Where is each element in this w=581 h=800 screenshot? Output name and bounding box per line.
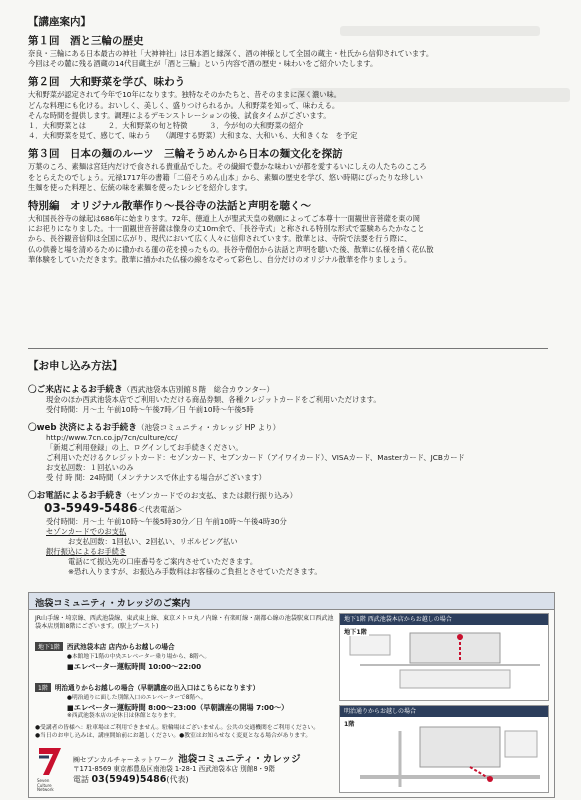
lecture-block — [28, 33, 558, 69]
lecture-line: どんな料理にも化ける。おいしく、美しく、盛りつけられるか。人和野菜を知って、味わえる。 — [28, 100, 340, 110]
lecture-line: 大和国長谷寺の縁起は686年に始まります。72年、徳道上人が聖武天皇の勅願によってご本尊十一面観世音菩薩を東の岡 — [28, 214, 420, 224]
floor-tag: 1階 — [35, 683, 51, 692]
access-info — [35, 615, 335, 740]
map-basement-header: 地下1階 西武池袋本店からお越しの場合 — [340, 614, 548, 625]
info-box-title: 池袋コミュニティ・カレッジのご案内 — [35, 598, 191, 609]
floor-line: ■エレベーター運転時間 10:00～22:00 — [67, 662, 202, 671]
map-ground-floor-header: 明治通りからお越しの場合 — [340, 706, 548, 717]
apply-section — [28, 358, 558, 588]
seven-culture-network-logo — [35, 745, 65, 792]
web-method — [28, 421, 558, 483]
lecture-body — [28, 162, 558, 193]
course-section — [28, 14, 558, 346]
info-note: ●受講者の皆様へ：駐車場はご利用できません。駐輪場はございません。公共の交通機関をご利用ください。 — [35, 725, 320, 731]
web-line: お支払回数：１回払いのみ — [46, 463, 134, 472]
phone-method — [28, 489, 558, 577]
brand-block — [35, 745, 335, 793]
floor-entry — [35, 675, 335, 721]
info-note: ●当日のお申し込みは、講座開始前にお越しください。●教室はお知らせなく変更となる場合があります。 — [35, 732, 312, 739]
lecture-line: １．大和野菜とは ２．大和野菜の旬と特徴 ３．今が旬の大和野菜の紹介 — [28, 121, 304, 131]
lecture-title: 第３回 日本の麺のルーツ 三輪そうめんから日本の麺文化を探訪 — [28, 148, 343, 161]
store-method — [28, 383, 558, 415]
lecture-line: 今回はその麓に残る酒蔵の14代目蔵主が「酒と三輪」という内容で酒の歴史・味わいをご紹介いたします。 — [28, 59, 378, 69]
course-section-header: 【講座案内】 — [28, 16, 91, 28]
map-ground-floor-tag: 1階 — [344, 721, 355, 728]
floor-line: ■エレベーター運転時間 8:00～23:00（早朝講座の開場 7:00～） — [67, 703, 289, 712]
info-notes — [35, 725, 335, 740]
store-line: 現金のほか西武池袋本店でご利用いただける商品券類、各種クレジットカードをご利用いただけます。 — [46, 395, 381, 404]
phone-number[interactable]: 03-5949-5486 — [44, 501, 138, 515]
floor-line: ●本館地下1階の中央エレベーター乗り場から、8階へ。 — [67, 654, 211, 660]
access-maps — [339, 613, 547, 793]
lecture-line: そんな時間を提供します。調理によるデモンストレーションの後、試食タイムがございます。 — [28, 110, 331, 120]
phone-hours: 受付時間：月～土 午前10時～午後5時30分／日 午前10時～午後4時30分 — [46, 517, 287, 526]
college-phone — [73, 774, 189, 785]
store-hours: 受付時間：月～土 午前10時～午後7時／日 午前10時～午後5時 — [46, 405, 254, 414]
floor-line: ※西武池袋本店の定休日は休館となります。 — [67, 713, 180, 719]
phone-suffix: (代表) — [166, 775, 189, 784]
apply-section-header: 【お申し込み方法】 — [28, 360, 123, 372]
web-line: ご利用いただけるクレジットカード：セゾンカード、セブンカード（アイワイカード）、VISAカード、Masterカード、JCBカード — [46, 453, 465, 462]
store-method-subtitle: （西武池袋本店別館８階 総合カウンター） — [122, 385, 275, 394]
bank-transfer-note: ※恐れ入りますが、お振込み手数料はお客様のご負担とさせていただきます。 — [68, 567, 322, 576]
lecture-title: 第２回 大和野菜を学び、味わう — [28, 76, 186, 89]
lecture-line: 仏の供養と場を清めるために撒かれる蓮の花を摸ったもの。長谷寺僧侶から法話と声明を聴いた後、散華に仏様を描く花仏散 — [28, 244, 434, 254]
lecture-line: 奈良・三輪にある日本最古の神社「大神神社」は日本酒と縁深く、酒の神様として全国の蔵主・杜氏から信仰されています。 — [28, 49, 434, 58]
college-address: 〒171-8569 東京都豊島区南池袋 1-28-1 西武池袋本店 別館8・9階 — [73, 765, 275, 773]
college-info-box — [28, 592, 555, 798]
lecture-line: にお祀りになりました。十一面観世音菩薩は像身の丈10m余で、「長谷寺式」と称される特別な形式で霊験あらたかなこと — [28, 224, 425, 234]
access-description: JR山手線・埼京線、西武池袋線、東武東上線、東京メトロ丸ノ内線・有楽町線・副都心線の池袋駅東口西武池袋本店別館8階にございます。(駅上ブースト) — [35, 615, 334, 630]
web-line: 「新規ご利用登録」の上、ログインしてお手続きください。 — [46, 443, 243, 452]
lecture-block — [28, 198, 558, 265]
info-box-header — [29, 593, 554, 610]
lecture-list — [28, 33, 558, 265]
store-method-title: 〇ご来店によるお手続き — [28, 385, 123, 395]
lecture-body — [28, 49, 558, 69]
lecture-line: 華体験をしていただきます。散華に描かれた仏様の線をなぞって彩色し、自分だけのオリジナル散華を作りましょう。 — [28, 254, 412, 264]
lecture-body — [28, 90, 558, 141]
web-url-link[interactable]: http://www.7cn.co.jp/7cn/culture/cc/ — [46, 433, 178, 442]
web-line: 受 付 時 間：24時間（メンテナンスで休止する場合がございます） — [46, 473, 266, 482]
logo-text: Seven Culture Network — [37, 778, 54, 792]
bank-transfer-heading: 銀行振込によるお手続き — [46, 547, 127, 556]
map-basement-tag: 地下1階 — [344, 629, 367, 636]
lecture-title: 特別編 オリジナル散華作り～長谷寺の法話と声明を聴く～ — [28, 200, 311, 213]
saison-card-heading: セゾンカードでのお支払 — [46, 527, 127, 536]
map-basement — [339, 613, 549, 701]
phone-method-title: 〇お電話によるお手続き — [28, 491, 123, 501]
lecture-line: 万葉のころ、素麺は宮廷内だけで食される貴重品でした。その繊細で豊かな味わいが都を愛するいにしえの人たちのこころ — [28, 162, 427, 172]
lecture-title: 第１回 酒と三輪の歴史 — [28, 35, 144, 47]
map-ground-floor — [339, 705, 549, 793]
map-ground-floor-drawing — [340, 717, 548, 791]
floor-text: 西武池袋本店 店内からお越しの場合 — [66, 643, 175, 651]
company-name: ㈱セブンカルチャーネットワーク — [73, 756, 175, 764]
saison-card-installments: お支払回数：1回払い、2回払い、リボルビング払い — [68, 537, 238, 546]
section-divider — [28, 348, 548, 349]
lecture-line: 大和野菜が認定されて今年で10年になります。独特なそのかたちと、昔そのままに深く濃い味。 — [28, 90, 341, 100]
floor-tag: 地下1階 — [35, 642, 63, 651]
floor-text: 明治通りからお越しの場合（早朝講座の出入口はこちらになります） — [54, 684, 260, 692]
lecture-line: から、長谷観音信仰は全国に広がり、現代において広く人々に信仰されています。散華とは、寺院で法要を行う際に、 — [28, 234, 412, 244]
floor-entry — [35, 634, 335, 671]
lecture-line: ４．大和野菜を見て、感じて、味わう （調理する野菜）大和まな、大和いも、大和きくな を予定 — [28, 131, 358, 141]
web-method-subtitle: （池袋コミュニティ・カレッジ HP より） — [136, 423, 281, 432]
lecture-body — [28, 214, 558, 265]
phone-method-subtitle: （セゾンカードでのお支払、または銀行振り込み） — [122, 491, 298, 500]
lecture-block — [28, 74, 558, 141]
phone-label: 電話 — [73, 775, 89, 784]
phone-rep-label: ＜代表電話＞ — [137, 505, 183, 514]
college-name: 池袋コミュニティ・カレッジ — [178, 754, 301, 765]
web-method-title: 〇web 決済によるお手続き — [28, 423, 137, 433]
lecture-line: 生麺を使った料理と、伝統の味を素麺を使ったレシピを紹介します。 — [28, 182, 252, 192]
phone-value[interactable]: 03(5949)5486 — [91, 774, 167, 785]
lecture-line: をとらえたのでしょう。元禄1717年の書籍「二倍そうめん山本」から、素麺の歴史を学び、悠い時期にぴったりな珍しい — [28, 172, 423, 182]
floor-list — [35, 634, 335, 721]
bank-transfer-line: 電話にて振込先の口座番号をご案内させていただきます。 — [68, 557, 258, 566]
floor-line: ●明治通りに面した別館入口のエレベーターで8階へ。 — [67, 695, 207, 701]
map-basement-drawing — [340, 625, 548, 699]
lecture-block — [28, 146, 558, 193]
